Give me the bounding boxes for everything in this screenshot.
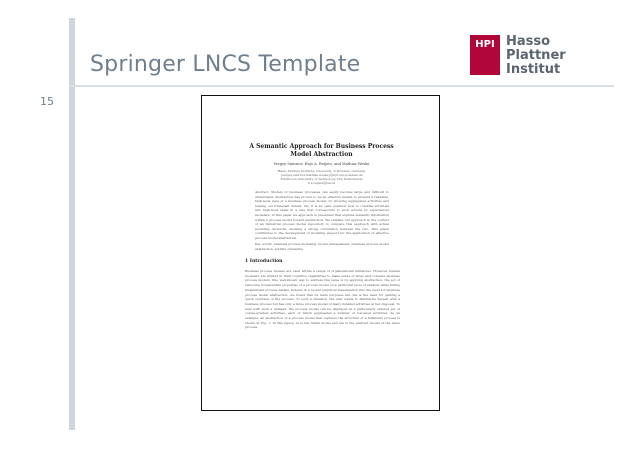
paper-preview xyxy=(201,95,440,411)
affiliation-1: Hasso Plattner Institute, University of Potsdam, Germany xyxy=(277,169,366,173)
affiliation-2: {sergey.smirnov,mathias.weske}@hpi.uni-potsdam.de xyxy=(280,173,363,177)
hpi-logo-mark xyxy=(470,35,500,75)
section-heading: 1 Introduction xyxy=(245,259,283,264)
hpi-logo-mark-text: HPI xyxy=(475,39,495,50)
slide-number: 15 xyxy=(40,95,54,108)
paper-authors: Sergey Smirnov, Hajo A. Reijers, and Mathias Weske xyxy=(273,162,370,166)
logo-line-3: Institut xyxy=(506,62,561,77)
logo-line-1: Hasso xyxy=(506,34,551,49)
paper-title-line-1: A Semantic Approach for Business Process xyxy=(249,143,394,150)
paper-keywords: Key words: business process modeling, model management, business process model abstraction, activity clustering xyxy=(255,242,389,251)
left-accent-bar xyxy=(69,18,75,430)
logo-line-2: Plattner xyxy=(506,48,566,63)
paper-title-line-2: Model Abstraction xyxy=(290,151,353,158)
slide-title: Springer LNCS Template xyxy=(90,52,361,77)
hpi-logo xyxy=(470,35,566,77)
title-divider xyxy=(69,85,614,87)
paper-abstract: Abstract. Models of business processes can easily become large and difficult to understand. Abstraction has proven to be an effective means to present a readable, high-level view of a business process model, by showing aggregated activities and leaving out irrelevant details. Yet, it is an open question how to combine activities into high-level tasks in a way that corresponds to such actions by experienced modelers. In this paper we approach is presented that exploits semantic information within a process model toward abstraction. We validate our approach in the context of an industrial process model repository to compare this approach with actual modeling decisions, showing a strong correlation between the two. This paper contributes to the development of modeling support for the application of effective process model abstraction. xyxy=(255,190,389,240)
paper-title xyxy=(202,143,440,159)
affiliation-4: h.a.reijers@tue.nl xyxy=(307,181,336,185)
paper-affiliations xyxy=(202,169,440,185)
hpi-logo-wordmark xyxy=(506,35,566,77)
paper-intro: Business process models are used within a range of organizational initiatives. However, human modelers are limited in their cognitive capabilities to make sense of large and complex business process models. One well-known way to address this issue is by applying abstraction, the act of removing nonessential properties of a process model on a particular level of analysis while hiding insignificant process details. Indeed, in a recent empirical investigation into the need for business process model abstraction, we found that its main purposes are one is the need for gaining a quick overview of the process. To such a situation, the user wants to familiarize herself with a business process but has only a large process model of many detailed activities at her disposal. To deal with such a demand, the process model can be displayed at a particularly ordered set of coarse-grained activities, each of which aggregates a number of low-level activities. As an example, an abstraction of a process model that captures the structure of a fulfilment process is shown in Fig. 1. In this figure, m is the initial model and ma is the abstract model of the same process. xyxy=(245,269,400,330)
affiliation-3: Eindhoven University of Technology, The Netherlands xyxy=(280,177,363,181)
